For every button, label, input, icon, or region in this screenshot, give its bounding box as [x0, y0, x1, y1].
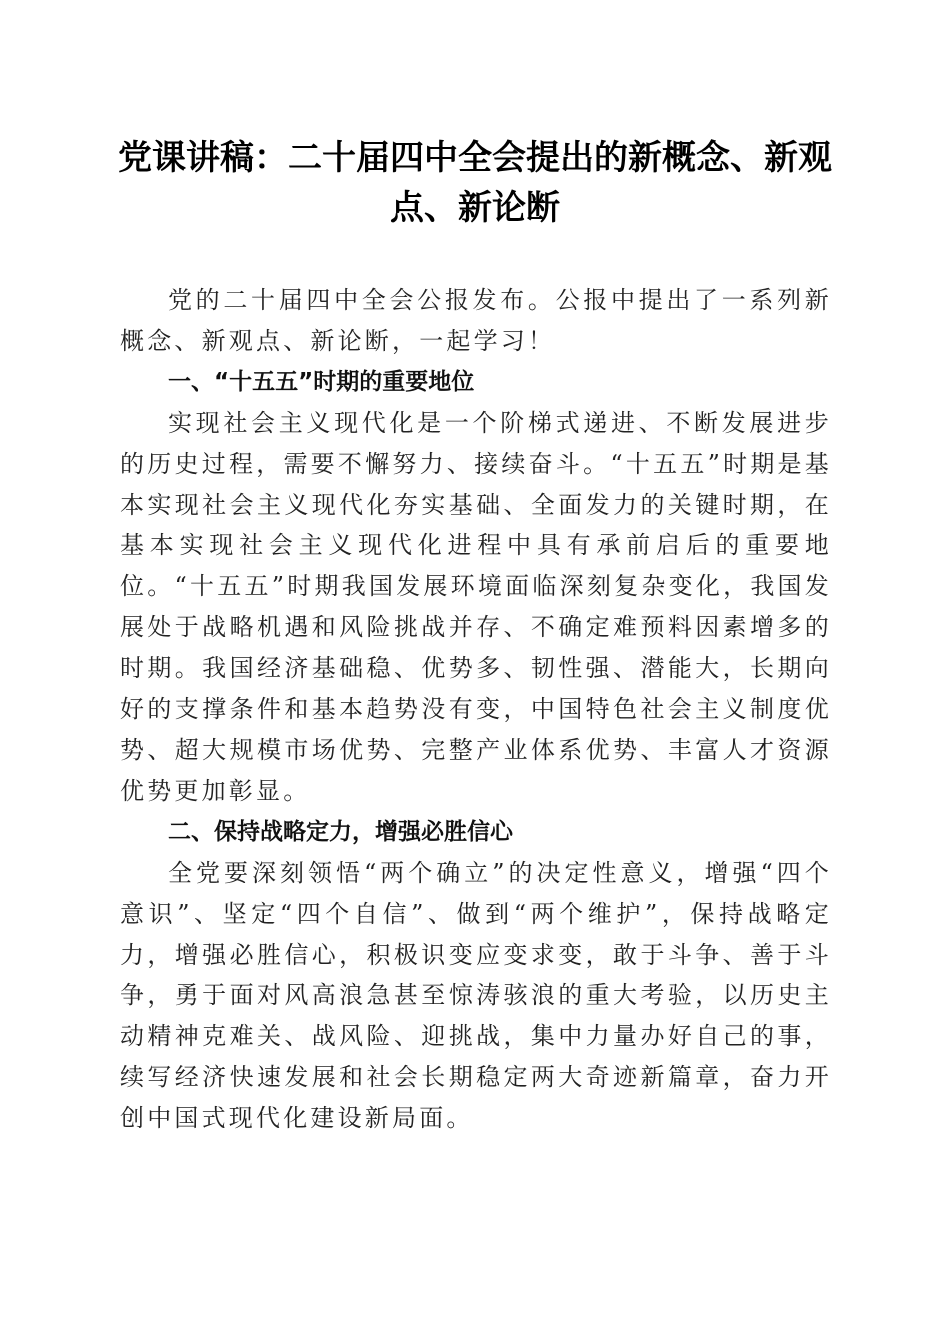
section-heading-1: 一、“十五五”时期的重要地位 — [168, 368, 475, 395]
section-paragraph-2: 全党要深刻领悟“两个确立”的决定性意义，增强“四个意识”、坚定“四个自信”、做到“两个维护”，保持战略定力，增强必胜信心，积极识变应变求变，敢于斗争、善于斗争，勇于面对风高浪急甚至惊涛骇浪的重大考验，以历史主动精神克难关、战风险、迎挑战，集中力量办好自己的事，续写经济快速发展和社会长期稳定两大奇迹新篇章，奋力开创中国式现代化建设新局面。 — [120, 858, 832, 1133]
section-heading-2: 二、保持战略定力，增强必胜信心 — [168, 818, 513, 845]
document-body — [120, 280, 832, 1139]
document-title: 党课讲稿：二十届四中全会提出的新概念、新观点、新论断 — [118, 138, 832, 228]
intro-paragraph: 党的二十届四中全会公报发布。公报中提出了一系列新概念、新观点、新论断，一起学习！ — [120, 286, 832, 355]
section-paragraph-1: 实现社会主义现代化是一个阶梯式递进、不断发展进步的历史过程，需要不懈努力、接续奋斗。“十五五”时期是基本实现社会主义现代化夯实基础、全面发力的关键时期，在基本实现社会主义现代化进程中具有承前启后的重要地位。“十五五”时期我国发展环境面临深刻复杂变化，我国发展处于战略机遇和风险挑战并存、不确定难预料因素增多的时期。我国经济基础稳、优势多、韧性强、潜能大，长期向好的支撑条件和基本趋势没有变，中国特色社会主义制度优势、超大规模市场优势、完整产业体系优势、丰富人才资源优势更加彰显。 — [120, 408, 832, 805]
